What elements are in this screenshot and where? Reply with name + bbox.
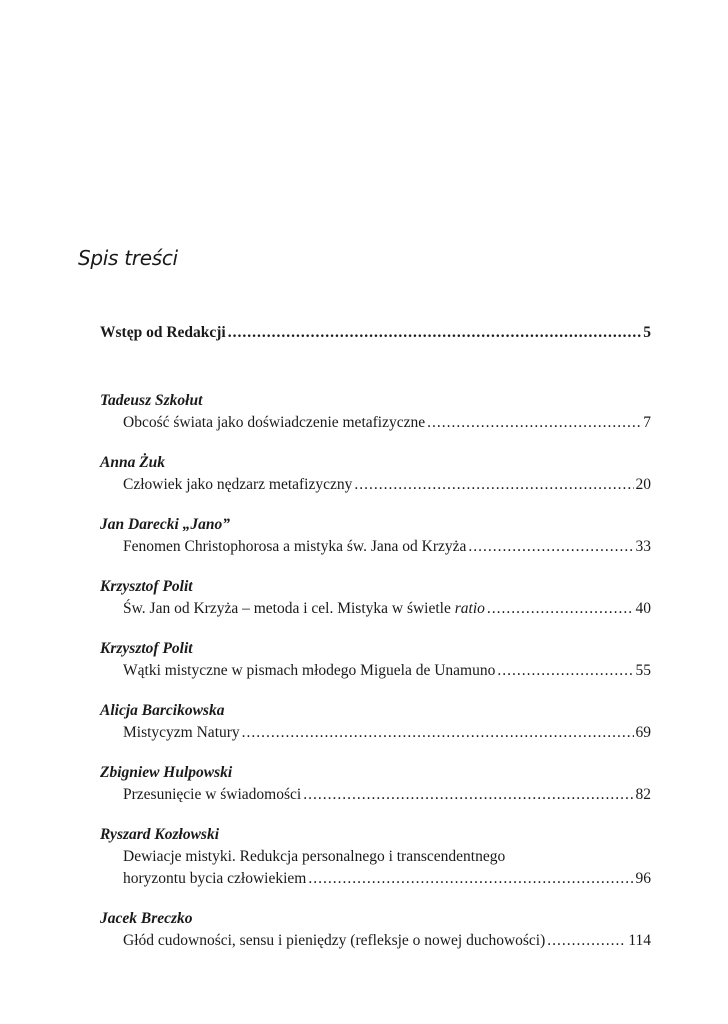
toc-entry[interactable] (100, 390, 651, 434)
toc-heading: Spis treści (78, 246, 178, 270)
entry-page-number: 33 (635, 538, 651, 555)
entry-author: Jacek Breczko (100, 910, 193, 927)
toc-intro-entry[interactable] (100, 324, 651, 348)
entry-page-number: 114 (628, 932, 651, 949)
toc-entry[interactable] (100, 762, 651, 806)
dot-leader (303, 784, 633, 806)
entry-author: Anna Żuk (100, 454, 166, 471)
entry-title-line (100, 722, 651, 744)
entry-title-line (100, 412, 651, 434)
intro-page-number: 5 (643, 324, 651, 341)
toc-entry[interactable] (100, 638, 651, 682)
entry-author: Zbigniew Hulpowski (100, 764, 233, 781)
table-of-contents (100, 324, 651, 970)
entry-title-main: Św. Jan od Krzyża – metoda i cel. Mistyka w świetle (123, 600, 455, 617)
dot-leader (468, 536, 633, 558)
entry-title-italic: ratio (454, 600, 485, 617)
entry-title: Mistycyzm Natury (123, 724, 240, 741)
entry-title-line (100, 474, 651, 496)
entry-page-number: 69 (635, 724, 651, 741)
dot-leader (242, 722, 634, 744)
entry-title: Fenomen Christophorosa a mistyka św. Jana od Krzyża (123, 538, 467, 555)
entry-page-number: 20 (635, 476, 651, 493)
entry-page-number: 96 (635, 870, 651, 887)
entry-title-line (100, 784, 651, 806)
entry-author: Krzysztof Polit (100, 640, 193, 657)
entry-title: Dewiacje mistyki. Redukcja personalnego i transcendentnego (123, 848, 506, 865)
entry-page-number: 82 (635, 786, 651, 803)
intro-title: Wstęp od Redakcji (100, 324, 226, 341)
entry-author: Jan Darecki „Jano” (100, 516, 231, 533)
dot-leader (547, 930, 626, 952)
entry-title: Obcość świata jako doświadczenie metafizyczne (123, 414, 426, 431)
dot-leader (308, 868, 633, 890)
dot-leader (354, 474, 633, 496)
entry-page-number: 40 (635, 600, 651, 617)
entry-author: Tadeusz Szkołut (100, 392, 203, 409)
entry-page-number: 55 (635, 662, 651, 679)
toc-entry[interactable] (100, 514, 651, 558)
entry-title: Głód cudowności, sensu i pieniędzy (refleksje o nowej duchowości) (123, 932, 546, 949)
entry-title-continued: horyzontu bycia człowiekiem (123, 870, 307, 887)
entry-author: Krzysztof Polit (100, 578, 193, 595)
dot-leader (497, 660, 633, 682)
toc-entry[interactable] (100, 824, 651, 890)
entry-title: Człowiek jako nędzarz metafizyczny (123, 476, 353, 493)
toc-entry[interactable] (100, 908, 651, 952)
entry-title-line (100, 930, 651, 952)
toc-entry[interactable] (100, 452, 651, 496)
toc-entry[interactable] (100, 576, 651, 620)
entry-title: Wątki mistyczne w pismach młodego Miguela de Unamuno (123, 662, 496, 679)
entry-title-line (100, 846, 651, 868)
entry-title (123, 598, 485, 620)
entry-title: Przesunięcie w świadomości (123, 786, 302, 803)
toc-entry[interactable] (100, 700, 651, 744)
entry-title-line (100, 536, 651, 558)
entry-author: Ryszard Kozłowski (100, 826, 220, 843)
entry-page-number: 7 (643, 414, 651, 431)
entry-title-line (100, 598, 651, 620)
dot-leader (228, 324, 642, 342)
entry-author: Alicja Barcikowska (100, 702, 225, 719)
entry-title-line (100, 660, 651, 682)
entry-title-line (100, 868, 651, 890)
dot-leader (427, 412, 641, 434)
dot-leader (487, 598, 634, 620)
